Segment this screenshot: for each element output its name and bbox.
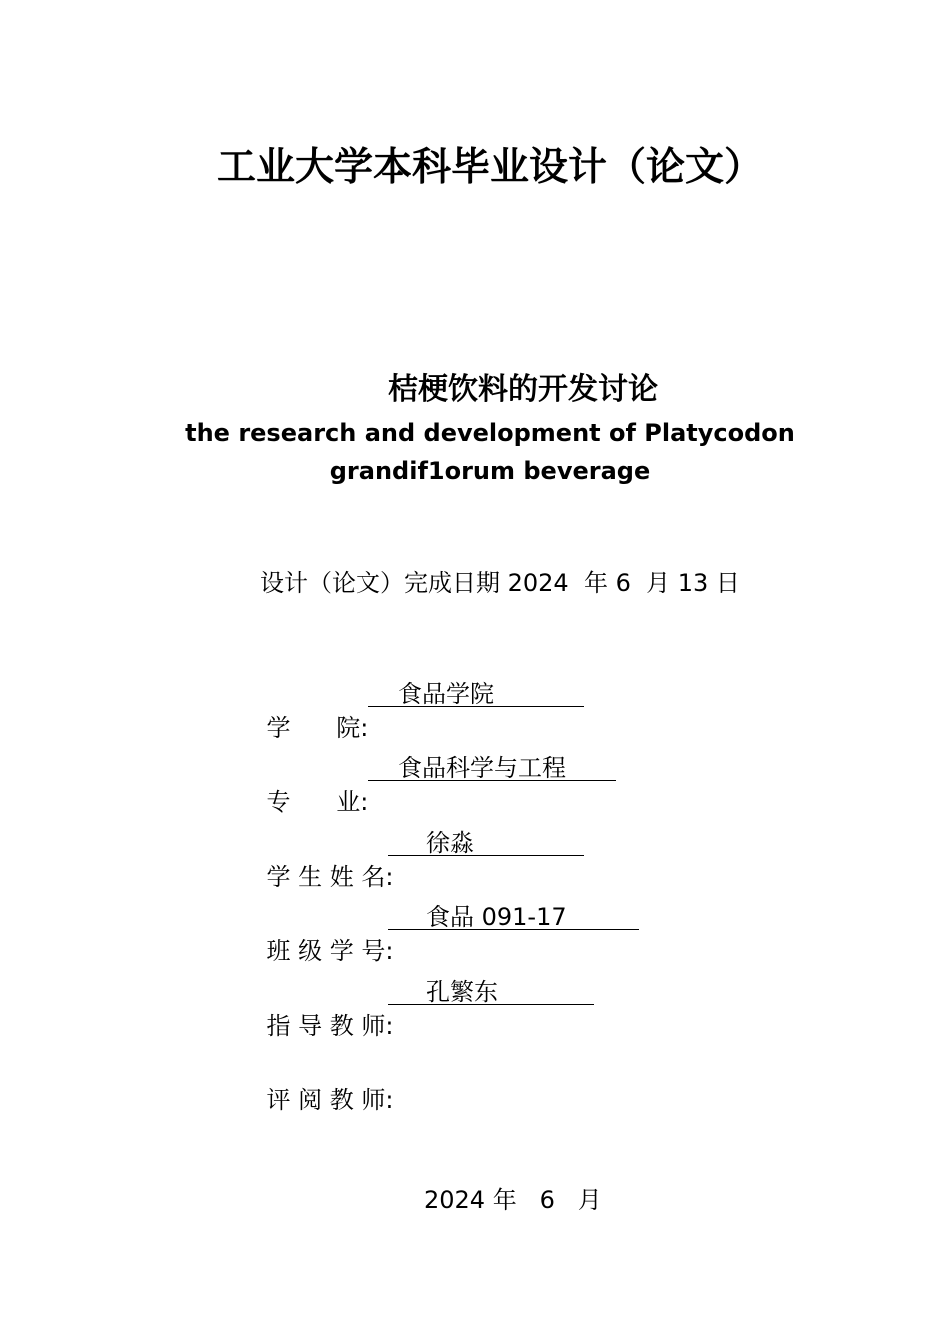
class-id-value: 食品 091-17: [426, 903, 567, 931]
college-field: [236, 677, 494, 742]
thesis-title-english-line-1: the research and development of Platycodon: [185, 419, 795, 447]
college-underline: [368, 706, 584, 707]
major-underline: [368, 780, 616, 781]
college-label: 学 院:: [266, 714, 369, 742]
reviewer-label: 评 阅 教 师:: [266, 1086, 394, 1114]
student-name-field: [236, 826, 474, 891]
thesis-title-english-line-2: grandif1orum beverage: [329, 457, 651, 485]
student-name-underline: [388, 855, 584, 856]
college-value: 食品学院: [398, 680, 494, 708]
student-name-value: 徐淼: [426, 829, 474, 857]
submission-date: 2024 年 6 月: [424, 1186, 602, 1214]
class-id-label: 班 级 学 号:: [266, 937, 394, 965]
thesis-title-english: [140, 414, 840, 490]
thesis-title-chinese: 桔梗饮料的开发讨论: [388, 372, 658, 407]
student-name-label: 学 生 姓 名:: [266, 863, 394, 891]
major-value: 食品科学与工程: [398, 754, 566, 782]
advisor-label: 指 导 教 师:: [266, 1012, 394, 1040]
advisor-value: 孔繁东: [426, 978, 498, 1006]
completion-date: 设计（论文）完成日期 2024 年 6 月 13 日: [260, 569, 740, 597]
class-id-underline: [388, 929, 639, 930]
major-label: 专 业:: [266, 788, 369, 816]
reviewer-field: [236, 1049, 394, 1114]
document-title: 工业大学本科毕业设计（论文）: [216, 145, 763, 190]
advisor-underline: [388, 1004, 594, 1005]
class-id-field: [236, 900, 567, 965]
major-field: [236, 751, 566, 816]
advisor-field: [236, 975, 498, 1040]
